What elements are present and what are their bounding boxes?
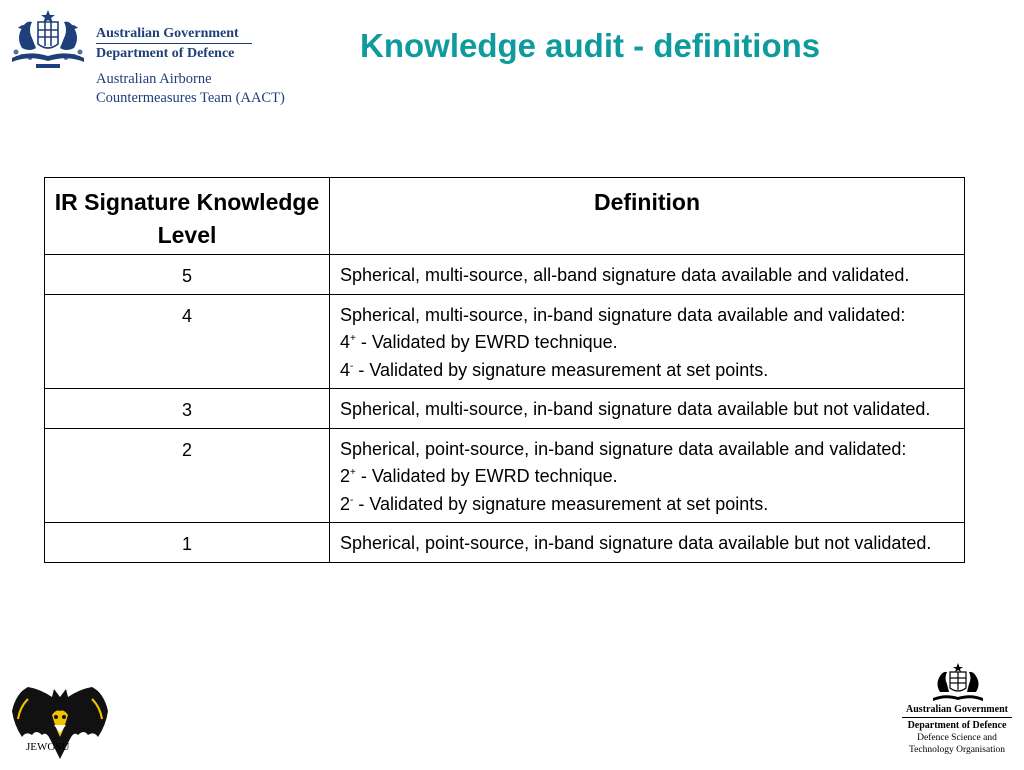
level-cell: 4 (45, 294, 330, 389)
definition-cell (330, 523, 965, 563)
definition-cell (330, 255, 965, 295)
wordmark-divider (96, 43, 252, 44)
dsto-org-line2: Technology Organisation (909, 745, 1005, 755)
definition-text: Spherical, point-source, in-band signature data available and validated: (340, 438, 907, 459)
unit-name-line1: Australian Airborne (96, 71, 212, 87)
government-wordmark (96, 26, 252, 62)
dsto-org-line1: Defence Science and (917, 733, 997, 743)
coat-of-arms-small-icon (930, 662, 986, 706)
level-cell: 5 (45, 255, 330, 295)
definition-text: Spherical, multi-source, in-band signature data available and validated: (340, 304, 906, 325)
coat-of-arms-icon (8, 8, 88, 70)
unit-name (96, 70, 285, 108)
unit-name-line2: Countermeasures Team (AACT) (96, 90, 285, 106)
header-definition: Definition (330, 178, 965, 255)
table-row (45, 294, 965, 389)
level-sign: + (350, 333, 356, 344)
page-title: Knowledge audit - definitions (360, 27, 821, 64)
level-sign: - (350, 360, 354, 372)
definition-subitem: 2- - Validated by signature measurement at set points. (340, 493, 769, 514)
level-cell: 1 (45, 523, 330, 563)
table-header-row (45, 178, 965, 255)
table-row (45, 523, 965, 563)
level-sign: - (350, 494, 354, 506)
dsto-department-name: Department of Defence (907, 720, 1007, 731)
jewosu-label: JEWOSU (26, 741, 70, 753)
level-sign: + (350, 467, 356, 478)
definition-subitem: 4+ - Validated by EWRD technique. (340, 332, 618, 352)
dsto-government-name: Australian Government (906, 704, 1008, 715)
table-row (45, 428, 965, 523)
definition-subitem: 2+ - Validated by EWRD technique. (340, 466, 618, 486)
definition-cell (330, 428, 965, 523)
dsto-divider (902, 717, 1012, 718)
department-name: Department of Defence (96, 46, 235, 61)
table-row (45, 255, 965, 295)
definition-cell (330, 389, 965, 429)
dsto-wordmark (896, 703, 1018, 756)
definition-subitem: 4- - Validated by signature measurement at set points. (340, 359, 769, 380)
government-name: Australian Government (96, 26, 239, 41)
level-cell: 2 (45, 428, 330, 523)
definition-text: Spherical, multi-source, in-band signature data available but not validated. (340, 399, 931, 419)
header-knowledge-level: IR Signature Knowledge Level (45, 178, 330, 255)
bat-emblem-icon (10, 685, 110, 765)
table-row (45, 389, 965, 429)
definition-text: Spherical, point-source, in-band signature data available but not validated. (340, 533, 932, 553)
definition-cell (330, 294, 965, 389)
knowledge-level-table (44, 177, 965, 563)
definition-text: Spherical, multi-source, all-band signature data available and validated. (340, 265, 910, 285)
level-cell: 3 (45, 389, 330, 429)
